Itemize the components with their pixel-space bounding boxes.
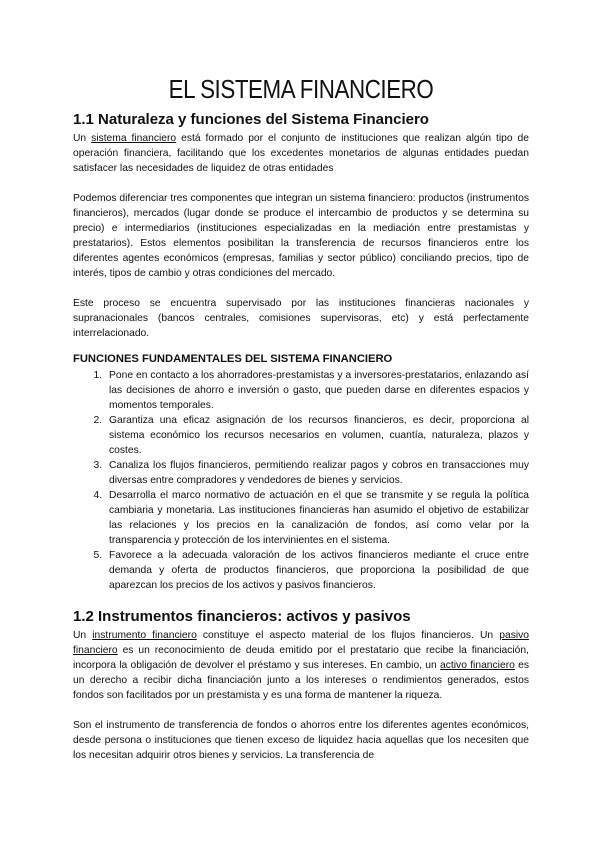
section-1-heading: 1.1 Naturaleza y funciones del Sistema Financiero [73,111,429,128]
section-1-paragraph-2: Podemos diferenciar tres componentes que integran un sistema financiero: productos (instrumentos financieros), mercados (lugar donde se produce el intercambio de productos y se determina su precio) e intermediarios (instituciones especializadas en la mediación entre prestamistas y prestatarios). Estos elementos posibilitan la transferencia de recursos financieros entre los diferentes agentes económicos (empresas, familias y sector público) conciliando precios, tipo de interés, tipos de cambio y otras condiciones del mercado. [73,193,529,279]
list-item: 5. Favorece a la adecuada valoración de los activos financieros mediante el cruce entre demanda y oferta de productos financieros, que proporciona la posibilidad de que aparezcan los precios de los activos y pasivos financieros. [105,548,529,593]
text-run: Un [73,133,92,144]
term-sistema-financiero: sistema financiero [91,133,177,144]
list-item: 3. Canaliza los flujos financieros, permitiendo realizar pagos y cobros en transacciones muy diversas entre compradores y vendedores de bienes y servicios. [105,458,529,488]
text-run: Un [73,630,93,641]
document-title: EL SISTEMA FINANCIERO [168,74,434,104]
text-run: es un derecho a recibir dicha financiación junto a los intereses o rendimientos generados, estos fondos son facilitados por un prestamista y es una forma de mantener la riqueza. [73,660,530,701]
text-run: es un reconocimiento de deuda emitido por el prestatario que recibe la financiación, incorpora la obligación de devolver el préstamo y sus intereses. En cambio, un [73,645,529,671]
document-page [73,72,529,763]
list-item: 1. Pone en contacto a los ahorradores-prestamistas y a inversores-prestatarios, enlazando así las decisiones de ahorro e inversión o gasto, que pueden darse en diferentes espacios y momentos temporales. [105,368,529,413]
functions-list [73,368,529,593]
section-2-paragraph-1 [73,628,529,703]
term-activo-financiero: activo financiero [440,660,515,671]
term-pasivo-financiero: pasivo financiero [73,630,529,656]
section-2-paragraph-2: Son el instrumento de transferencia de fondos o ahorros entre los diferentes agentes económicos, desde persona o instituciones que tienen exceso de liquidez hacia aquellas que los necesiten que los necesitan adquirir otros bienes y servicios. La transferencia de [73,720,529,761]
list-item: 2. Garantiza una eficaz asignación de los recursos financieros, es decir, proporciona al sistema económico los recursos necesarios en volumen, cuantía, naturaleza, plazos y costes. [105,413,529,458]
functions-heading: FUNCIONES FUNDAMENTALES DEL SISTEMA FINANCIERO [73,353,393,365]
text-run: constituye el aspecto material de los flujos financieros. Un [196,630,500,641]
text-run: está formado por el conjunto de instituciones que realizan algún tipo de operación financiera, facilitando que los excedentes monetarios de algunas entidades puedan satisfacer las necesidades de liquidez de otras entidades [73,133,530,174]
section-1-paragraph-3: Este proceso se encuentra supervisado por las instituciones financieras nacionales y supranacionales (bancos centrales, comisiones supervisoras, etc) y está perfectamente interrelacionado. [73,298,529,339]
term-instrumento-financiero: instrumento financiero [92,630,197,641]
section-1-paragraph-1 [73,131,529,176]
list-item: 4. Desarrolla el marco normativo de actuación en el que se transmite y se regula la política cambiaria y monetaria. Las instituciones financieras han asumido el objetivo de estabilizar las relaciones y los precios en la canalización de fondos, así como velar por la transparencia y protección de los intervinientes en el sistema. [105,488,529,548]
section-2-heading: 1.2 Instrumentos financieros: activos y pasivos [73,608,411,625]
